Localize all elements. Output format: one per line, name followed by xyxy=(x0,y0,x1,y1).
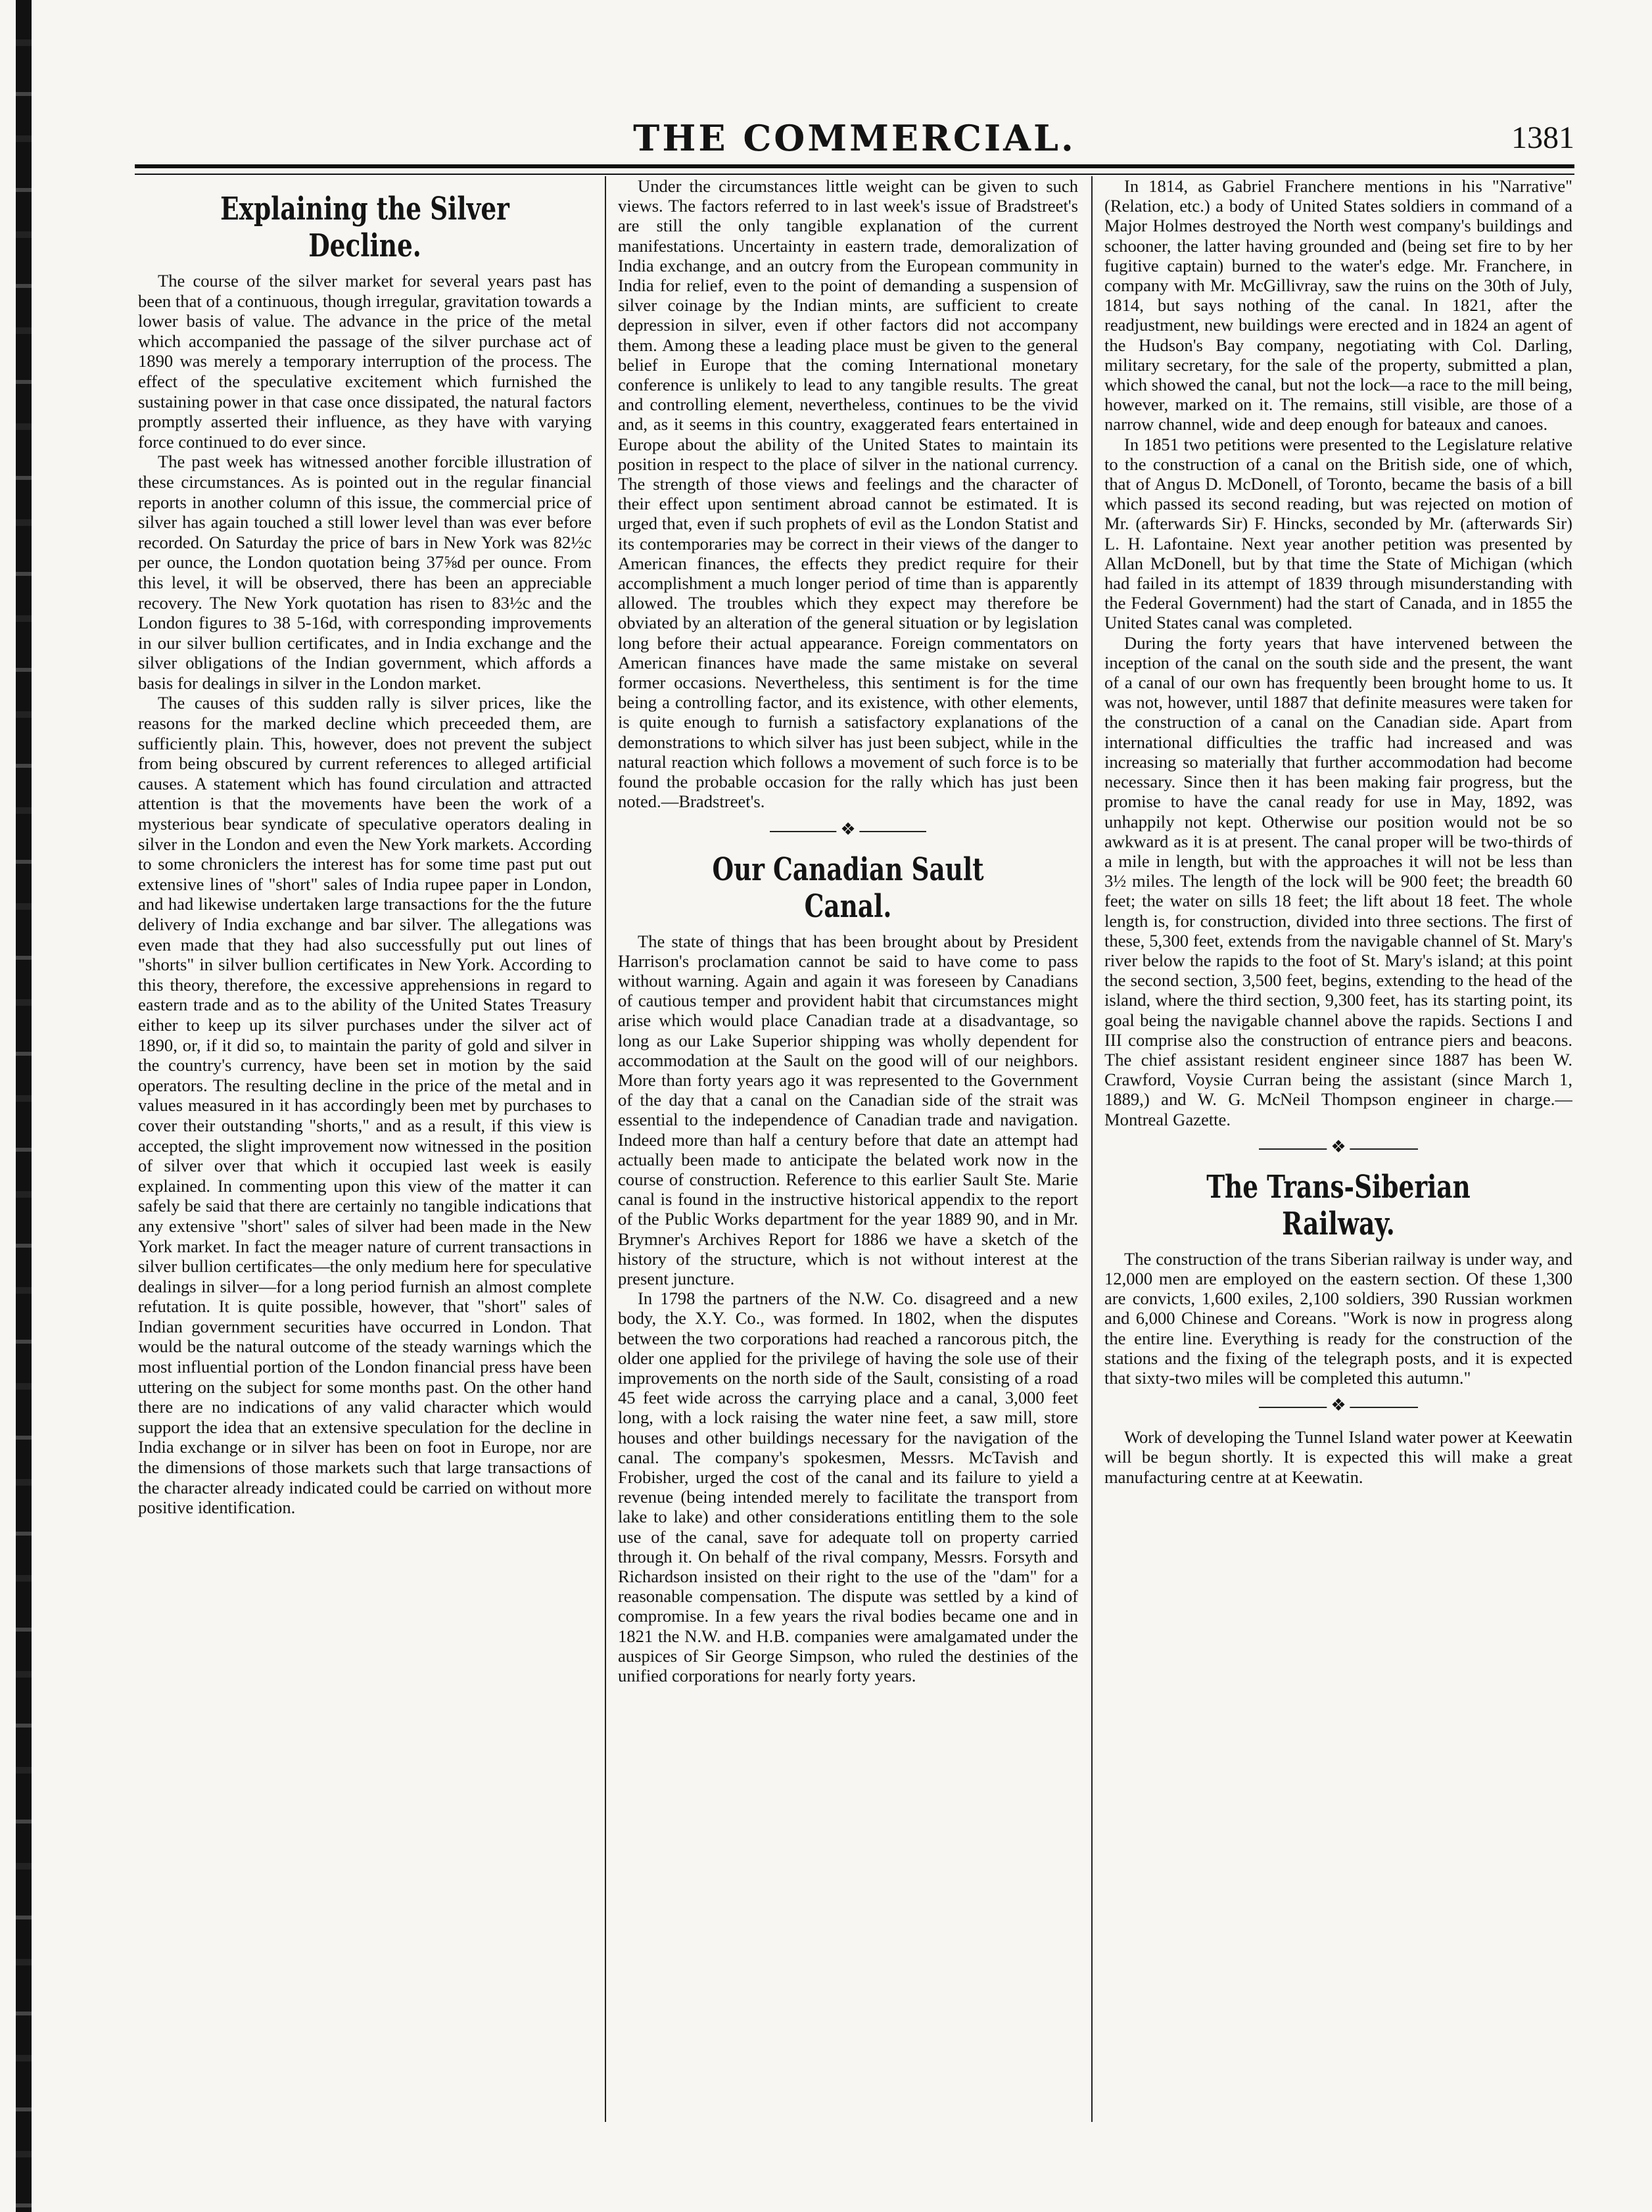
header-rule-thick xyxy=(135,164,1574,168)
canal-paragraph-5: During the forty years that have intervened between the inception of the canal on the south side and the present, the want of a canal of our own has frequently been brought home to us. It was not, however, until 1887 that definite measures were taken for the construction of a canal on the Canadian side. Apart from international difficulties the traffic had increased and was increasing so materially that further accommodation had become necessary. Since then it has been making fair progress, but the promise to have the canal ready for use in May, 1892, was unhappily not kept. Otherwise our position would not be so awkward as it is at present. The canal proper will be two-thirds of a mile in length, but with the approaches it will not be less than 3½ miles. The length of the lock will be 900 feet; the breadth 60 feet; the water on sills 18 feet; the lift about 18 feet. The whole length is, for construction, divided into three sections. The first of these, 5,300 feet, extends from the navigable channel of St. Mary's river below the rapids to the foot of St. Mary's island; at this point the second section, 3,500 feet, begins, extending to the head of the island, where the third section, 9,300 feet, has its starting point, its goal being the navigable channel above the rapids. Sections I and III comprise also the construction of entrance piers and beacons. The chief assistant resident engineer since 1887 has been W. Crawford, Voysie Curran being the assistant (since March 1, 1889,) and W. G. McNeil Thompson engineer in charge.—Montreal Gazette. xyxy=(1104,632,1572,1129)
section-ornament xyxy=(618,818,1078,845)
section-ornament xyxy=(1104,1136,1572,1162)
canal-paragraph-3: In 1814, as Gabriel Franchere mentions in his "Narrative" (Relation, etc.) a body of United States soldiers in command of a Major Holmes destroyed the North west company's buildings and schooner, the latter having grounded and (being set fire to by her fugitive captain) burned to the water's edge. Mr. Franchere, in company with Mr. McGillivray, saw the ruins on the 30th of July, 1814, but says nothing of the canal. In 1821, after the readjustment, new buildings were erected and in 1824 an agent of the Hudson's Bay company, negotiating with Col. Darling, military secretary, for the sale of the property, submitted a plan, which showed the canal, but not the lock—a race to the mill being, however, marked on it. The remains, still visible, are those of a narrow channel, wide and deep enough for bateaux and canoes. xyxy=(1104,176,1572,435)
column-1 xyxy=(138,176,592,2181)
silver-paragraph-2: The past week has witnessed another forcible illustration of these circumstances. As is pointed out in the regular financial reports in another column of this issue, the commercial price of silver has again touched a still lower level than was ever before recorded. On Saturday the price of bars in New York was 82½c per ounce, the London quotation being 37⅝d per ounce. From this level, it will be observed, there has been an appreciable recovery. The New York quotation has risen to 83½c and the London figures to 38 5-16d, with corresponding improvements in our silver bullion certificates, and in India exchange and the silver obligations of the Indian government, which affords a basis for dealings in silver in the London market. xyxy=(138,452,592,693)
masthead: THE COMMERCIAL. xyxy=(633,117,1076,159)
canal-paragraph-4: In 1851 two petitions were presented to the Legislature relative to the construction of a canal on the British side, one of which, that of Angus D. McDonell, of Toronto, became the basis of a bill which passed its second reading, but was rejected on motion of Mr. (afterwards Sir) F. Hincks, seconded by Mr. (afterwards Sir) L. H. Lafontaine. Next year another petition was presented by Allan McDonell, but by that time the State of Michigan (which had failed in its attempt of 1839 through misunderstanding with the Federal Government) had the start of Canada, and in 1855 the United States canal was completed. xyxy=(1104,434,1572,633)
tunnel-paragraph: Work of developing the Tunnel Island water power at Keewatin will be begun shortly. It is expected this will make a great manufacturing centre at at Keewatin. xyxy=(1104,1427,1572,1487)
column-divider-2 xyxy=(1091,176,1093,2122)
silver-paragraph-1: The course of the silver market for several years past has been that of a continuous, though irregular, gravitation towards a lower basis of value. The advance in the price of the metal which accompanied the passage of the silver purchase act of 1890 was merely a temporary interruption of the process. The effect of the speculative excitement which furnished the sustaining power in that case once dissipated, the natural factors promptly asserted their influence, as they have with varying force continued to do ever since. xyxy=(138,271,592,452)
article-title-canal: Our Canadian Sault Canal. xyxy=(712,851,984,925)
page-header xyxy=(135,117,1574,159)
header-rule-thin xyxy=(135,174,1574,175)
silver-paragraph-3: The causes of this sudden rally is silver prices, like the reasons for the marked decline which preceeded them, are sufficiently plain. This, however, does not prevent the subject from being obscured by current references to alleged artificial causes. A statement which has found circulation and attracted attention is that the movements have been the work of a mysterious bear syndicate of speculative operators dealing in silver in the London and even the New York markets. According to some chroniclers the interest has for some time past put out extensive lines of "short" sales of India rupee paper in London, and had likewise undertaken large transactions for the the future delivery of India exchange and bar silver. The allegations was even made that they had also successfully put out lines of "shorts" in silver bullion certificates in New York. According to this theory, therefore, the excessive apprehensions in regard to eastern trade and as to the ability of the United States Treasury either to keep up its silver purchases under the silver act of 1890, or, if it did so, to maintain the parity of gold and silver in the country's currency, have been set in motion by the said operators. The resulting decline in the price of the metal and in values measured in it has accordingly been met by purchases to cover their outstanding "shorts," and as a result, if this view is accepted, the slight improvement now witnessed in the position of silver over that which it occupied last week is easily explained. In commenting upon this view of the matter it can safely be said that there are certainly no tangible indications that any extensive "short" sales of silver had been made in the New York market. In fact the meager nature of current transactions in silver bullion certificates—the only medium here for speculative dealings in silver—for a long period furnish an almost complete refutation. It is quite possible, however, that "short" sales of Indian government securities have occurred in London. That would be the natural outcome of the steady warnings which the most influential portion of the London financial press have been uttering on the subject for some months past. On the other hand there are no indications of any valid character which would support the idea that an extensive speculation for the decline in India exchange or in silver has been on foot in Europe, nor are the dimensions of those markets such that large transactions of the character already indicated could be carried on without more positive identification. xyxy=(138,693,592,1518)
page-binding-edge xyxy=(0,0,46,2212)
article-title-railway: The Trans-Siberian Railway. xyxy=(1206,1168,1471,1242)
page-number: 1381 xyxy=(1511,120,1574,155)
section-ornament xyxy=(1104,1394,1572,1421)
column-divider-1 xyxy=(605,176,606,2122)
article-title-silver: Explaining the Silver Decline. xyxy=(220,191,509,264)
silver-paragraph-4: Under the circumstances little weight can be given to such views. The factors referred to in last week's issue of Bradstreet's are still the only tangible explanation of the current manifestations. Uncertainty in eastern trade, demoralization of India exchange, and an outcry from the European community in India for relief, even to the point of demanding a suspension of silver coinage by the Indian mints, are sufficient to create depression in silver, even if other factors did not accompany them. Among these a leading place must be given to the general belief in Europe that the coming International monetary conference is unlikely to lead to any tangible results. The great and controlling element, nevertheless, continues to be the vivid and, as it seems in this country, exaggerated fears entertained in Europe about the ability of the United States to maintain its position in respect to the place of silver in the national currency. The strength of those views and feelings and the character of their effect upon sentiment abroad cannot be estimated. It is urged that, even if such prophets of evil as the London Statist and its contemporaries may be correct in their views of the danger to American finances, the effects they predict require for their accomplishment a much longer period of time than is apparently allowed. The troubles which they expect may therefore be obviated by an alteration of the general situation or by legislation long before their actual appearance. Foreign commentators on American finances have made the same mistake on several former occasions. Nevertheless, this sentiment is for the time being a controlling factor, and its existence, with other elements, is quite enough to furnish a satisfactory explanations of the demonstrations to which silver has just been subject, while in the natural reaction which follows a movement of such force is to be found the probable occasion for the rally which has just been noted.—Bradstreet's. xyxy=(618,176,1078,812)
railway-paragraph: The construction of the trans Siberian railway is under way, and 12,000 men are employed on the eastern section. Of these 1,300 are convicts, 1,600 exiles, 2,100 soldiers, 390 Russian workmen and 6,000 Chinese and Coreans. "Work is now in progress along the entire line. Everything is ready for the construction of the stations and the fixing of the telegraph posts, and it is expected that sixty-two miles will be completed this autumn." xyxy=(1104,1248,1572,1388)
canal-paragraph-2: In 1798 the partners of the N.W. Co. disagreed and a new body, the X.Y. Co., was formed. In 1802, when the disputes between the two corporations had reached a rancorous pitch, the older one applied for the privilege of having the sole use of their improvements on the north side of the Sault, consisting of a road 45 feet wide across the carrying place and a canal, 3,000 feet long, with a lock raising the water nine feet, a saw mill, store houses and other buildings necessary for the navigation of the canal. The company's spokesmen, Messrs. McTavish and Frobisher, urged the cost of the canal and its failure to yield a revenue (being intended merely to facilitate the transport from lake to lake) and other considerations entitling them to the sole use of the canal, save for adequate toll on property carried through it. On behalf of the rival company, Messrs. Forsyth and Richardson insisted on their right to the use of the "dam" for a reasonable compensation. The dispute was settled by a kind of compromise. In a few years the rival bodies became one and in 1821 the N.W. and H.B. companies were amalgamated under the auspices of Sir George Simpson, who ruled the destinies of the unified corporations for nearly forty years. xyxy=(618,1288,1078,1686)
column-2 xyxy=(618,176,1078,2181)
column-3 xyxy=(1104,176,1572,2181)
canal-paragraph-1: The state of things that has been brought about by President Harrison's proclamation cannot be said to have come to pass without warning. Again and again it was foreseen by Canadians of cautious temper and provident habit that circumstances might arise which would place Canadian trade at a disadvantage, so long as our Lake Superior shipping was wholly dependent for accommodation at the Sault on the good will of our neighbors. More than forty years ago it was represented to the Government of the day that a canal on the Canadian side of the strait was essential to the independence of Canadian trade and navigation. Indeed more than half a century before that date an attempt had actually been made to anticipate the belated work now in the course of construction. Reference to this earlier Sault Ste. Marie canal is found in the instructive historical appendix to the report of the Public Works department for the year 1889 90, and in Mr. Brymner's Archives Report for 1886 we have a sketch of the history of the structure, which is not without interest at the present juncture. xyxy=(618,931,1078,1288)
